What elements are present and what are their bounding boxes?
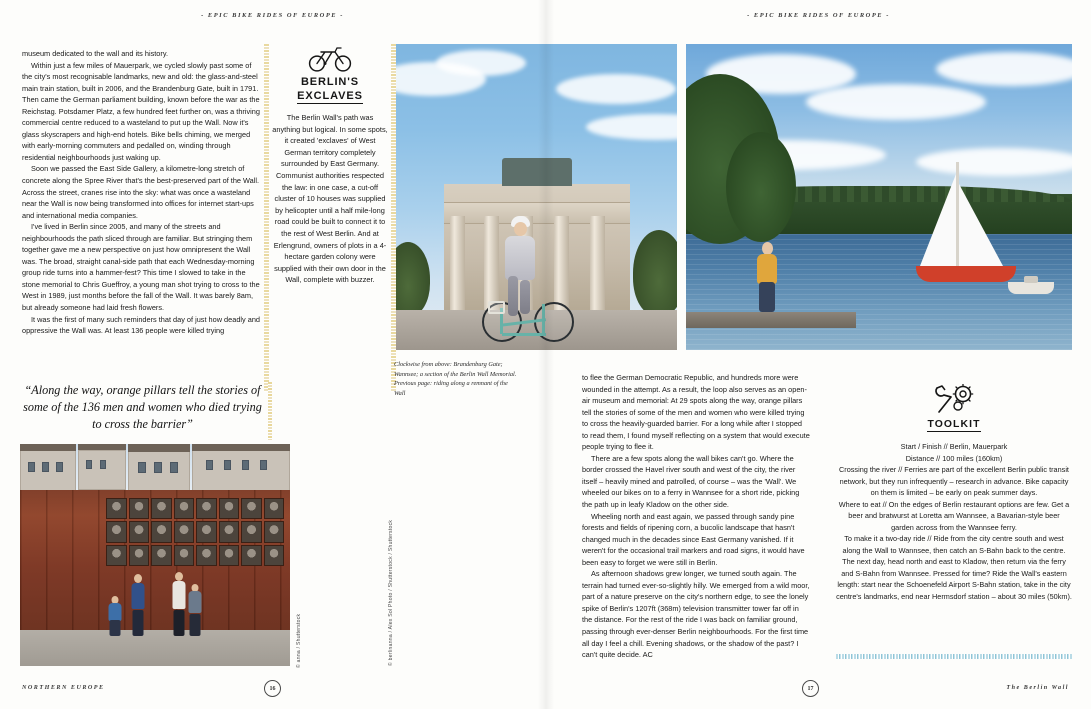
photo-window: [42, 462, 49, 472]
photo-portrait: [264, 521, 285, 542]
photo-person-child: [106, 592, 124, 636]
paragraph: museum dedicated to the wall and its history.: [22, 49, 168, 58]
photo-roof: [78, 444, 126, 450]
paragraph: to flee the German Democratic Republic, and hundreds more were wounded in the attempt. As a result, the loop also serves as an open-air museum and memorial: At 29 spots along the way, orange pillars tell the stories of some of the men and women who were killed trying to cross the heavily-guarded barrier. For a long while after I stopped to read them, I found myself reflecting on a system that would execute people trying to flee it.: [582, 373, 810, 452]
photo-building: [192, 450, 290, 493]
photo-portrait: [151, 521, 172, 542]
photo-window: [154, 462, 162, 473]
photo-jacket: [757, 254, 777, 284]
photo-portrait: [219, 498, 240, 519]
photo-caption: Clockwise from above: Brandenburg Gate; Wannsee; a section of the Berlin Wall Memorial. Previous page: riding along a remnant of the Wall: [394, 361, 517, 397]
photo-window: [242, 460, 249, 470]
photo-leg: [508, 276, 518, 316]
photo-portrait: [264, 545, 285, 566]
photo-berlin-wall-memorial: [20, 444, 290, 666]
photo-portrait: [106, 545, 127, 566]
paragraph: There are a few spots along the wall bikes can't go. Where the border crossed the Havel river south and west of the city, the river itself – heavily mined and patrolled, of course – was the 'Wall'. We wheeled our bikes on to a ferry in Wannsee for a short ride, picking the path up in leafy Kladow on the other side.: [582, 453, 800, 510]
photo-column: [450, 216, 465, 312]
photo-window: [138, 462, 146, 473]
footer-section-label: NORTHERN EUROPE: [22, 685, 105, 691]
photo-person-child: [186, 582, 204, 636]
photo-brandenburg-gate: [396, 44, 677, 350]
photo-roof: [20, 444, 76, 451]
paragraph: It was the first of many such reminders that day of just how deadly and oppressive the Wall was. At least 136 people were killed trying: [22, 314, 260, 336]
toolkit-rule-bottom: [836, 654, 1072, 659]
photo-dock: [686, 312, 856, 328]
photo-foliage: [726, 132, 796, 242]
photo-credit-memorial: © anna / Shutterstock: [296, 613, 302, 668]
photo-portrait: [129, 521, 150, 542]
photo-portrait: [264, 498, 285, 519]
photo-portrait: [174, 545, 195, 566]
photo-portrait: [151, 498, 172, 519]
photo-window: [206, 460, 213, 470]
page-number-right: 17: [802, 680, 819, 697]
photo-portrait: [241, 521, 262, 542]
exclaves-sidebar: [272, 44, 388, 392]
paragraph: Within just a few miles of Mauerpark, we cycled slowly past some of the city's most recognisable landmarks, new and old: the glass-and-steel main train station, built in 2006, and the Brandenburg Gate, built in 1791. Then came the German parliament building, known before the war as the Reichstag. Potsdamer Platz, a few hundred feet further on, was a thriving commercial centre reduced to a wasteland to put up the Wall. Now it's glass skyscrapers and high-end hotels. Bike bells chiming, we merged with early-morning commuters and pedalled on, winding through residential neighbourhoods just waking up.: [22, 60, 260, 162]
photo-portrait: [174, 521, 195, 542]
toolkit-line: Distance // 100 miles (160km): [905, 453, 1003, 463]
sidebar-title-line1: BERLIN'S: [300, 76, 360, 88]
photo-window: [170, 462, 178, 473]
sidebar-body-text: The Berlin Wall's path was anything but logical. In some spots, it created 'exclaves' of West German territory completely surrounded by East Germany. Communist authorities respected the law: in one case, a cut-off cluster of 10 houses was supplied by helicopter until a half mile-long road could be built to connect it to the rest of West Berlin. And at Erlengrund, owners of plots in a 4-hectare garden colony were supplied with their own door in the Wall, complete with buzzer.: [272, 113, 388, 285]
photo-credit-brandenburg: © berlinanna / Alex Sol Photo / Shutterstock / Shutterstock: [388, 519, 394, 666]
toolkit-title-text: TOOLKIT: [927, 419, 981, 430]
photo-hull: [916, 266, 1016, 282]
photo-window: [224, 460, 231, 470]
running-head-left: - EPIC BIKE RIDES OF EUROPE -: [201, 12, 344, 19]
wrench-gear-icon: [931, 384, 977, 414]
footer-article-label: The Berlin Wall: [1006, 685, 1069, 691]
right-body-column: [582, 372, 810, 661]
photo-window: [260, 460, 267, 470]
paragraph: Soon we passed the East Side Gallery, a kilometre-long stretch of concrete along the Spree River that's the best-preserved part of the Wall. Across the street, cranes rise into the sky: what was once a wasteland near the Wall is now being transformed into offices for internet start-ups and international media companies.: [22, 164, 260, 220]
photo-sailboat: [912, 162, 1022, 302]
photo-person-adult: [128, 574, 148, 636]
photo-portrait: [106, 498, 127, 519]
photo-portrait-grid: [106, 498, 284, 566]
photo-sail-main: [959, 184, 1003, 266]
paragraph: I've lived in Berlin since 2005, and many of the streets and neighbourhoods the path sliced through are familiar. But stringing them together gave me a new perspective on just how omnipresent the Wall was. The broad, straight canal-side path that each Wednesday-morning group ride turns into a hammer-fest? This time I slowed to take in the stone memorial to Chris Gueffroy, a young man shot trying to cross to the West in 1989, just months before the fall of the Wall. It was barely 8am, but already someone had laid fresh flowers.: [22, 222, 260, 313]
pullquote-rule-right: [268, 382, 272, 440]
photo-portrait: [196, 545, 217, 566]
photo-cyclist: [500, 214, 540, 326]
toolkit-body: [836, 441, 1072, 602]
photo-window: [86, 460, 92, 469]
photo-head: [514, 222, 527, 236]
toolkit-line: Where to eat // On the edges of Berlin restaurant options are few. Get a beer and bratwurst at Loretta am Wannsee, a Bavarian-style beer garden across from the Wannsee ferry.: [838, 499, 1070, 532]
photo-window: [56, 462, 63, 472]
paragraph: As afternoon shadows grew longer, we turned south again. The terrain had turned ever-so-slightly hilly. We emerged from a wild moor, part of a nature preserve on the city's northern edge, to see the lonely spike of Berlin's 1207ft (368m) television transmitter tower far off in the distance. For the rest of the ride I was back on familiar ground, passing through ever-denser Berlin neighbourhoods. For the first time all day I feel a chill. Evening shadows, or the shadow of the past? I can't quite decide. AC: [582, 569, 810, 660]
photo-portrait: [106, 521, 127, 542]
photo-portrait: [196, 498, 217, 519]
page-number-left: 16: [264, 680, 281, 697]
photo-portrait: [129, 545, 150, 566]
photo-bicycle-frame-bar: [502, 333, 546, 336]
running-head-right: - EPIC BIKE RIDES OF EUROPE -: [747, 12, 890, 19]
toolkit-title: [836, 419, 1072, 430]
photo-portrait: [241, 545, 262, 566]
sidebar-title-line2: EXCLAVES: [297, 89, 363, 102]
photo-legs: [759, 282, 775, 312]
photo-portrait: [219, 521, 240, 542]
toolkit-line: Start / Finish // Berlin, Mauerpark: [900, 442, 1008, 451]
photo-roof: [128, 444, 190, 452]
photo-portrait: [174, 498, 195, 519]
bicycle-icon: [308, 44, 352, 72]
photo-cloud: [436, 50, 526, 76]
photo-ground: [20, 630, 290, 666]
paragraph: Wheeling north and east again, we passed through sandy pine forests and fields of ripening corn, a bucolic landscape that hasn't changed much in the decades since East Germany vanished. If it weren't for the occasional trail markers and road signs, it would have been easy to forget we were still in Berlin.: [582, 511, 805, 567]
photo-cloud: [806, 84, 986, 120]
photo-portrait: [196, 521, 217, 542]
photo-leg: [520, 280, 530, 314]
photo-wannsee-lake: [686, 44, 1072, 350]
toolkit-box: [836, 384, 1072, 602]
photo-sail-front: [920, 174, 956, 266]
photo-tree: [633, 230, 677, 316]
photo-shirt: [505, 236, 535, 280]
toolkit-line: To make it a two-day ride // Ride from the city centre south and west along the Wall to Wannsee, then catch an S-Bahn back to the centre. The next day, head north and east to Kladow, then return via the ferry and S-Bahn from Wannsee. Pressed for time? Ride the Wall's eastern length: start near the Schoenefeld Airport S-Bahn station, take in the city centre's landmarks, end near Hermsdorf station – about 30 miles (50km).: [836, 534, 1072, 601]
toolkit-line: Crossing the river // Ferries are part of the excellent Berlin public transit network, but they run infrequently – research in advance. Bike capacity on them is limited – be early on peak summer days.: [839, 465, 1069, 497]
photo-portrait: [151, 545, 172, 566]
photo-window: [28, 462, 35, 472]
photo-portrait: [241, 498, 262, 519]
photo-portrait: [219, 545, 240, 566]
photo-building: [78, 450, 126, 490]
photo-window: [100, 460, 106, 469]
sidebar-rule-left: [264, 44, 269, 392]
photo-bicycle-seat-tube: [542, 304, 545, 334]
photo-quadriga: [502, 158, 572, 186]
photo-motorboat: [1008, 282, 1054, 294]
sidebar-title: [272, 76, 388, 103]
photo-portrait: [129, 498, 150, 519]
pull-quote: “Along the way, orange pillars tell the stories of some of the 136 men and women who died trying to cross the barrier”: [23, 383, 262, 432]
photo-person-standing: [754, 240, 780, 312]
left-body-column: [22, 48, 260, 337]
photo-cloud: [556, 74, 676, 104]
photo-roof: [192, 444, 290, 451]
photo-column: [590, 216, 605, 312]
photo-mast: [956, 162, 959, 268]
photo-bicycle-wheel: [534, 302, 574, 342]
